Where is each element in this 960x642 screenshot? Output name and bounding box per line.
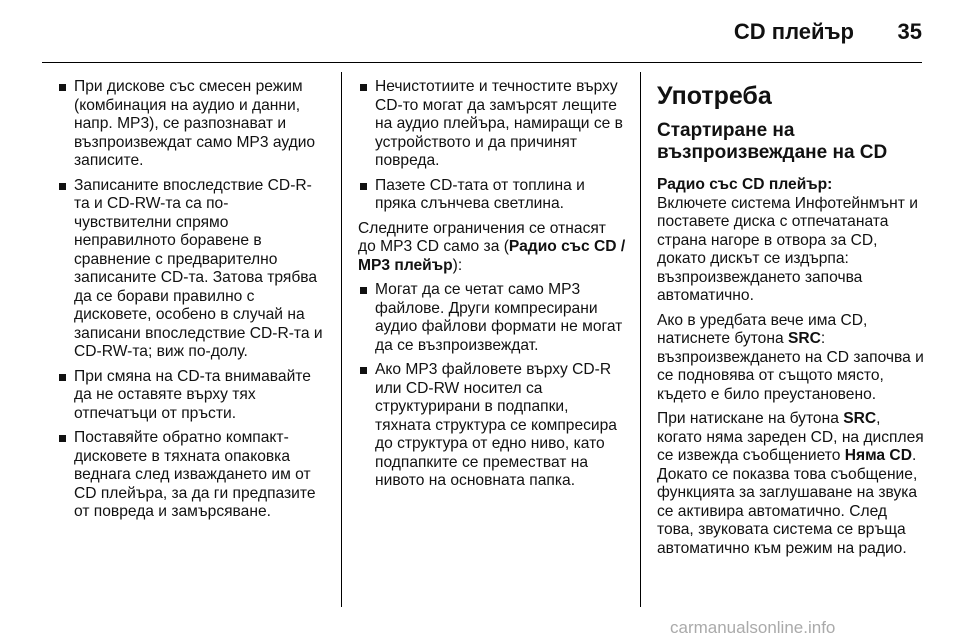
- restrictions-reference: Радио със CD / MP3 плейър: [358, 238, 626, 274]
- page-number: 35: [897, 19, 922, 44]
- restrictions-intro: Следните ограничения се отнасят до MP3 CD само за: [358, 219, 606, 255]
- subsection-title: Стартиране на възпроизвеждане на CD: [657, 120, 888, 163]
- paragraph-no-cd: [657, 410, 927, 558]
- paragraph-text: . Докато се показва това съобщение, функцията за заглушаване на звука се активира автоматично. След това, звуковата система се връща автоматично към режим на радио.: [657, 447, 918, 557]
- list-item: Могат да се четат само MP3 файлове. Други компресирани аудио файлови формати не могат да се възпроизвеждат.: [358, 281, 626, 355]
- column-1: [57, 78, 325, 528]
- paragraph-cd-inserted: [657, 312, 927, 405]
- paragraph-text: : възпроизвеждането на CD започва и се подновява от същото място, където е било преустановено.: [657, 330, 924, 403]
- paragraph-text: , когато няма зареден CD, на дисплея се извежда съобщението: [657, 410, 924, 464]
- list-item: Поставяйте обратно компакт-дисковете в тяхната опаковка веднага след изваждането им от CD плейъра, за да ги предпазите от повреда и замърсяване.: [57, 429, 325, 522]
- cd-handling-list: [57, 78, 325, 522]
- list-item: Пазете CD-тата от топлина и пряка слънчева светлина.: [358, 177, 626, 214]
- page-header-title: CD плейър: [733, 19, 854, 44]
- restrictions-open: (: [503, 238, 509, 255]
- restrictions-paragraph: [358, 220, 626, 276]
- list-item: Нечистотиите и течностите върху CD-то могат да замърсят лещите на аудио плейъра, намиращи се в устройството и да причинят повреда.: [358, 78, 626, 171]
- paragraph-heading: Радио със CD плейър:: [657, 176, 833, 193]
- restrictions-close: ):: [452, 256, 463, 274]
- list-item: При дискове със смесен режим (комбинация на аудио и данни, напр. MP3), се разпознават и възпроизвеждат само MP3 аудио записите.: [57, 78, 325, 171]
- no-cd-message: Няма CD: [844, 447, 912, 464]
- list-item: Ако MP3 файловете върху CD-R или CD-RW носител са структурирани в подпапки, тяхната структура се компресира до структура от едно ниво, като подпапките се преместват на нивото на основната папка.: [358, 361, 626, 491]
- column-2: [358, 78, 626, 497]
- src-button-label: SRC: [843, 410, 877, 427]
- paragraph-radio-cd: [657, 176, 927, 306]
- column-divider-1: [341, 72, 342, 607]
- list-item: Записаните впоследствие CD-R-та и CD-RW-та са по-чувствителни спрямо неправилното боравене в сравнение с предварително записаните CD-та. Затова трябва да се борави правилно с дисковете, особено в случай на записани впоследствие CD-R-та и CD-RW-та; виж по-долу.: [57, 177, 325, 362]
- header-divider: [42, 62, 922, 63]
- section-title: Употреба: [657, 82, 772, 110]
- column-divider-2: [640, 72, 641, 607]
- column-3: [657, 78, 927, 564]
- paragraph-text: Ако в уредбата вече има CD, натиснете бутона: [657, 311, 868, 347]
- paragraph-text: Включете система Инфотейнмънт и поставете диска с отпечатаната страна нагоре в отвора за CD, докато дискът се издърпа: възпроизвеждането започва автоматично.: [657, 194, 918, 304]
- watermark: carmanualsonline.info: [670, 618, 836, 637]
- cd-care-list: [358, 78, 626, 214]
- mp3-restrictions-list: [358, 281, 626, 491]
- src-button-label: SRC: [787, 330, 821, 347]
- list-item: При смяна на CD-та внимавайте да не оставяте върху тях отпечатъци от пръсти.: [57, 368, 325, 424]
- paragraph-text: При натискане на бутона: [657, 410, 844, 427]
